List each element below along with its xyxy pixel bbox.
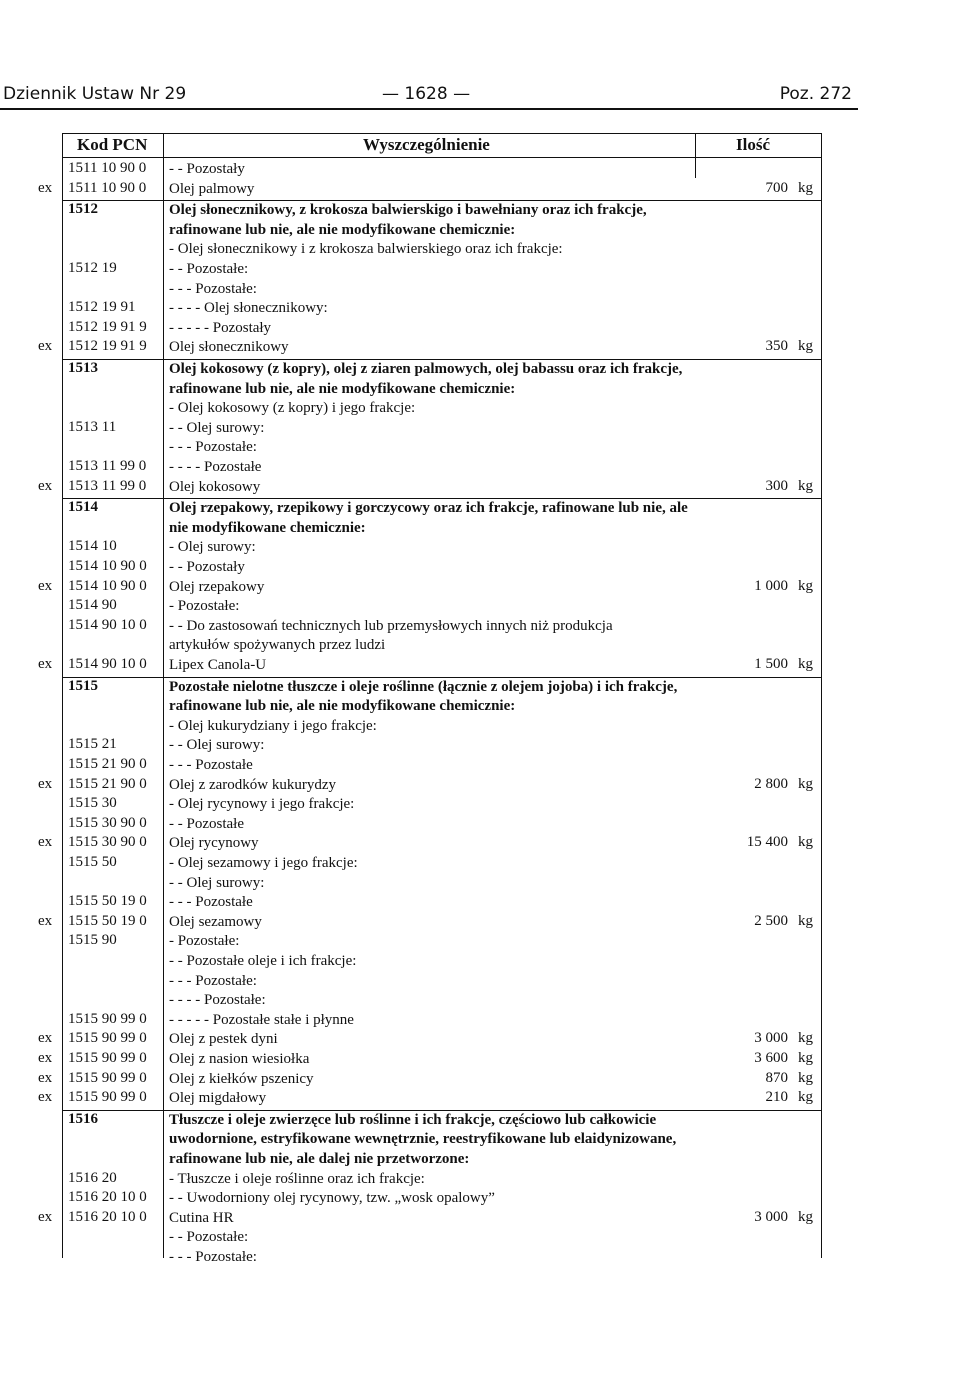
- quantity-value: 300: [765, 477, 788, 494]
- description: - - - - - Pozostałe stałe i płynne: [169, 1011, 354, 1028]
- description: Olej słonecznikowy: [169, 339, 289, 356]
- description: - Olej surowy:: [169, 539, 256, 556]
- description: Olej słonecznikowy, z krokosza balwierskigo i bawełniany oraz ich frakcje, rafinowane lub nie, ale nie modyfikowane chemicznie:: [169, 202, 647, 238]
- description: - - Olej surowy:: [169, 737, 265, 754]
- table-row: [0, 338, 860, 358]
- description: - - - Pozostałe:: [169, 439, 257, 456]
- pcn-code: 1514 10 90 0: [68, 577, 147, 594]
- pcn-code: 1515 50 19 0: [68, 912, 147, 929]
- table-row: [0, 913, 860, 933]
- table-row: [0, 160, 860, 180]
- pcn-code: 1512 19 91 9: [68, 318, 147, 335]
- table-row: [0, 874, 860, 894]
- table-top-line: [62, 133, 822, 134]
- pcn-code: 1512: [68, 201, 98, 218]
- description: - Olej kukurydziany i jego frakcje:: [169, 717, 377, 734]
- table-row: [0, 991, 860, 1011]
- quantity-value: 350: [765, 338, 788, 355]
- description: - - - - Pozostałe: [169, 459, 262, 475]
- quantity-unit: kg: [798, 477, 813, 494]
- quantity-unit: kg: [798, 1069, 813, 1086]
- header-description: Wyszczególnienie: [363, 135, 490, 154]
- table-row: [0, 932, 860, 952]
- table-row: [0, 736, 860, 756]
- quantity-value: 2 500: [754, 912, 788, 929]
- description: - - Pozostałe:: [169, 1229, 249, 1246]
- table-row: [0, 499, 860, 538]
- pcn-code: 1515 50: [68, 854, 117, 870]
- pcn-code: 1515 90 99 0: [68, 1069, 147, 1086]
- ex-marker: ex: [38, 179, 53, 196]
- table-header-line: [62, 157, 822, 158]
- table-row: [0, 399, 860, 419]
- description: - Olej słonecznikowy i z krokosza balwierskiego oraz ich frakcje:: [169, 241, 563, 258]
- description: - - Pozostały: [169, 161, 245, 177]
- description: - - - Pozostałe: [169, 894, 253, 911]
- table-row: [0, 1248, 860, 1268]
- pcn-code: 1514 90 10 0: [68, 656, 147, 672]
- table-row: [0, 1111, 860, 1170]
- table-row: [0, 776, 860, 796]
- table-row: [0, 299, 860, 319]
- quantity-value: 700: [765, 179, 788, 196]
- quantity-unit: kg: [798, 912, 813, 929]
- quantity-unit: kg: [798, 338, 813, 355]
- description: - - Pozostałe: [169, 815, 244, 832]
- table-row: [0, 240, 860, 260]
- table-row: [0, 1070, 860, 1090]
- table-row: [0, 717, 860, 737]
- pcn-code: 1513: [68, 360, 98, 376]
- table-row: [0, 280, 860, 300]
- description: - - - - Pozostałe:: [169, 992, 266, 1009]
- pcn-code: 1515 90 99 0: [68, 1010, 147, 1027]
- pcn-code: 1516 20 10 0: [68, 1189, 147, 1206]
- pcn-code: 1515 21: [68, 736, 117, 753]
- description: - - - Pozostałe:: [169, 280, 257, 297]
- pcn-code: 1514 10: [68, 538, 117, 555]
- pcn-code: 1515 90 99 0: [68, 1050, 147, 1066]
- quantity-unit: kg: [798, 1208, 813, 1225]
- pcn-code: 1515 30: [68, 795, 117, 812]
- description: - - Do zastosowań technicznych lub przemysłowych innych niż produkcja artykułów spożywanych przez ludzi: [169, 617, 613, 654]
- pcn-code: 1512 19: [68, 260, 117, 276]
- table-row: [0, 854, 860, 874]
- pcn-code: 1516 20 10 0: [68, 1208, 147, 1225]
- quantity-unit: kg: [798, 1050, 813, 1066]
- ex-marker: ex: [38, 775, 53, 792]
- pcn-code: 1514: [68, 499, 98, 516]
- description: - - Olej surowy:: [169, 874, 265, 891]
- description: - Olej sezamowy i jego frakcje:: [169, 855, 358, 871]
- header-code: Kod PCN: [77, 135, 148, 154]
- page-number: — 1628 —: [382, 84, 471, 104]
- quantity-value: 870: [765, 1069, 788, 1086]
- pcn-code: 1515 21 90 0: [68, 775, 147, 792]
- table-row: [0, 1189, 860, 1209]
- ex-marker: ex: [38, 1089, 53, 1106]
- table-row: [0, 1228, 860, 1248]
- ex-marker: ex: [38, 1069, 53, 1086]
- pcn-code: 1514 90 10 0: [68, 616, 147, 633]
- pcn-code: 1516 20: [68, 1169, 117, 1186]
- ex-marker: ex: [38, 477, 53, 494]
- journal-title: Dziennik Ustaw Nr 29: [3, 84, 187, 104]
- table-row: [0, 834, 860, 854]
- table-row: [0, 795, 860, 815]
- ex-marker: ex: [38, 1208, 53, 1225]
- ex-marker: ex: [38, 656, 53, 672]
- table-row: [0, 1089, 860, 1109]
- pcn-code: 1515 21 90 0: [68, 756, 147, 772]
- table-row: [0, 1030, 860, 1050]
- quantity-value: 15 400: [746, 834, 788, 851]
- pcn-code: 1515 90 99 0: [68, 1089, 147, 1106]
- pcn-code: 1514 90: [68, 597, 117, 614]
- description: - - Olej surowy:: [169, 419, 265, 436]
- table-row: [0, 260, 860, 280]
- description: - - - - - Pozostały: [169, 319, 272, 336]
- description: - - Pozostały: [169, 559, 245, 575]
- description: - - Pozostałe:: [169, 261, 249, 277]
- description: Olej z pestek dyni: [169, 1031, 278, 1048]
- description: Olej z zarodków kukurydzy: [169, 776, 337, 793]
- table-row: [0, 458, 860, 478]
- description: - - - Pozostałe: [169, 757, 253, 773]
- table-row: [0, 578, 860, 598]
- pcn-code: 1515 30 90 0: [68, 834, 147, 851]
- pcn-code: 1515 90: [68, 932, 117, 949]
- quantity-unit: kg: [798, 179, 813, 196]
- description: Pozostałe nielotne tłuszcze i oleje roślinne (łącznie z olejem jojoba) i ich frakcje, rafinowane lub nie, ale nie modyfikowane chemicznie:: [169, 678, 678, 715]
- pcn-code: 1511 10 90 0: [68, 160, 147, 176]
- table-row: [0, 656, 860, 676]
- table-row: [0, 815, 860, 835]
- pcn-table: [0, 133, 860, 1263]
- table-row: [0, 558, 860, 578]
- description: Olej kokosowy: [169, 478, 261, 495]
- table-row: [0, 419, 860, 439]
- description: Olej rzepakowy, rzepikowy i gorczycowy oraz ich frakcje, rafinowane lub nie, ale nie modyfikowane chemicznie:: [169, 500, 688, 536]
- description: Olej palmowy: [169, 180, 255, 197]
- pcn-code: 1514 10 90 0: [68, 558, 147, 574]
- description: Tłuszcze i oleje zwierzęce lub roślinne i ich frakcje, częściowo lub całkowicie uwodornione, estryfikowane wewnętrznie, reestryfikowane lub elaidynizowane, rafinowane lub nie, ale dalej nie przetworzone:: [169, 1111, 677, 1167]
- quantity-unit: kg: [798, 1089, 813, 1106]
- description: Olej rycynowy: [169, 835, 259, 852]
- description: - Pozostałe:: [169, 933, 240, 950]
- description: - - - Pozostałe:: [169, 972, 257, 989]
- table-row: [0, 538, 860, 558]
- description: - Pozostałe:: [169, 598, 240, 615]
- pcn-code: 1513 11 99 0: [68, 458, 147, 474]
- quantity-value: 3 600: [754, 1050, 788, 1066]
- table-row: [0, 972, 860, 992]
- description: Olej migdałowy: [169, 1090, 267, 1107]
- table-row: [0, 756, 860, 776]
- page-header: [0, 82, 858, 110]
- description: - - - - Olej słonecznikowy:: [169, 300, 328, 317]
- quantity-unit: kg: [798, 834, 813, 851]
- table-row: [0, 678, 860, 717]
- table-row: [0, 1209, 860, 1229]
- quantity-value: 1 500: [754, 656, 788, 672]
- ex-marker: ex: [38, 338, 53, 355]
- pcn-code: 1513 11: [68, 418, 117, 435]
- description: Olej rzepakowy: [169, 578, 265, 595]
- description: Lipex Canola-U: [169, 657, 267, 673]
- quantity-unit: kg: [798, 656, 813, 672]
- description: Olej z nasion wiesiołka: [169, 1051, 310, 1067]
- ex-marker: ex: [38, 912, 53, 929]
- description: - Olej kokosowy (z kopry) i jego frakcje:: [169, 400, 416, 417]
- table-row: [0, 893, 860, 913]
- table-row: [0, 952, 860, 972]
- pcn-code: 1515: [68, 677, 98, 694]
- pcn-code: 1512 19 91 9: [68, 338, 147, 355]
- table-row: [0, 1050, 860, 1070]
- quantity-value: 3 000: [754, 1208, 788, 1225]
- description: - - - Pozostałe:: [169, 1249, 257, 1265]
- table-row: [0, 319, 860, 339]
- description: - Tłuszcze i oleje roślinne oraz ich frakcje:: [169, 1170, 425, 1187]
- description: - - Uwodorniony olej rycynowy, tzw. „wosk opalowy”: [169, 1190, 495, 1207]
- ex-marker: ex: [38, 1030, 53, 1047]
- description: - - Pozostałe oleje i ich frakcje:: [169, 953, 357, 969]
- table-row: [0, 617, 860, 656]
- description: Olej z kiełków pszenicy: [169, 1070, 314, 1087]
- quantity-unit: kg: [798, 775, 813, 792]
- pcn-code: 1512 19 91: [68, 299, 136, 316]
- description: - Olej rycynowy i jego frakcje:: [169, 796, 355, 813]
- table-row: [0, 1011, 860, 1031]
- ex-marker: ex: [38, 1050, 53, 1066]
- pcn-code: 1515 50 19 0: [68, 893, 147, 910]
- pcn-code: 1515 90 99 0: [68, 1030, 147, 1047]
- description: Cutina HR: [169, 1209, 234, 1226]
- pcn-code: 1516: [68, 1110, 98, 1127]
- quantity-value: 1 000: [754, 577, 788, 594]
- table-row: [0, 478, 860, 498]
- table-row: [0, 180, 860, 200]
- pcn-code: 1513 11 99 0: [68, 477, 147, 494]
- ex-marker: ex: [38, 577, 53, 594]
- quantity-unit: kg: [798, 1030, 813, 1047]
- table-row: [0, 1170, 860, 1190]
- table-row: [0, 360, 860, 399]
- quantity-value: 3 000: [754, 1030, 788, 1047]
- quantity-unit: kg: [798, 577, 813, 594]
- quantity-value: 210: [765, 1089, 788, 1106]
- table-row: [0, 597, 860, 617]
- pcn-code: 1515 30 90 0: [68, 814, 147, 831]
- ex-marker: ex: [38, 834, 53, 851]
- description: Olej kokosowy (z kopry), olej z ziaren palmowych, olej babassu oraz ich frakcje, rafinowane lub nie, ale nie modyfikowane chemicznie:: [169, 361, 683, 397]
- table-row: [0, 438, 860, 458]
- quantity-value: 2 800: [754, 775, 788, 792]
- header-quantity: Ilość: [736, 135, 770, 154]
- table-row: [0, 201, 860, 240]
- description: Olej sezamowy: [169, 913, 262, 930]
- position-number: Poz. 272: [779, 84, 852, 104]
- pcn-code: 1511 10 90 0: [68, 179, 147, 196]
